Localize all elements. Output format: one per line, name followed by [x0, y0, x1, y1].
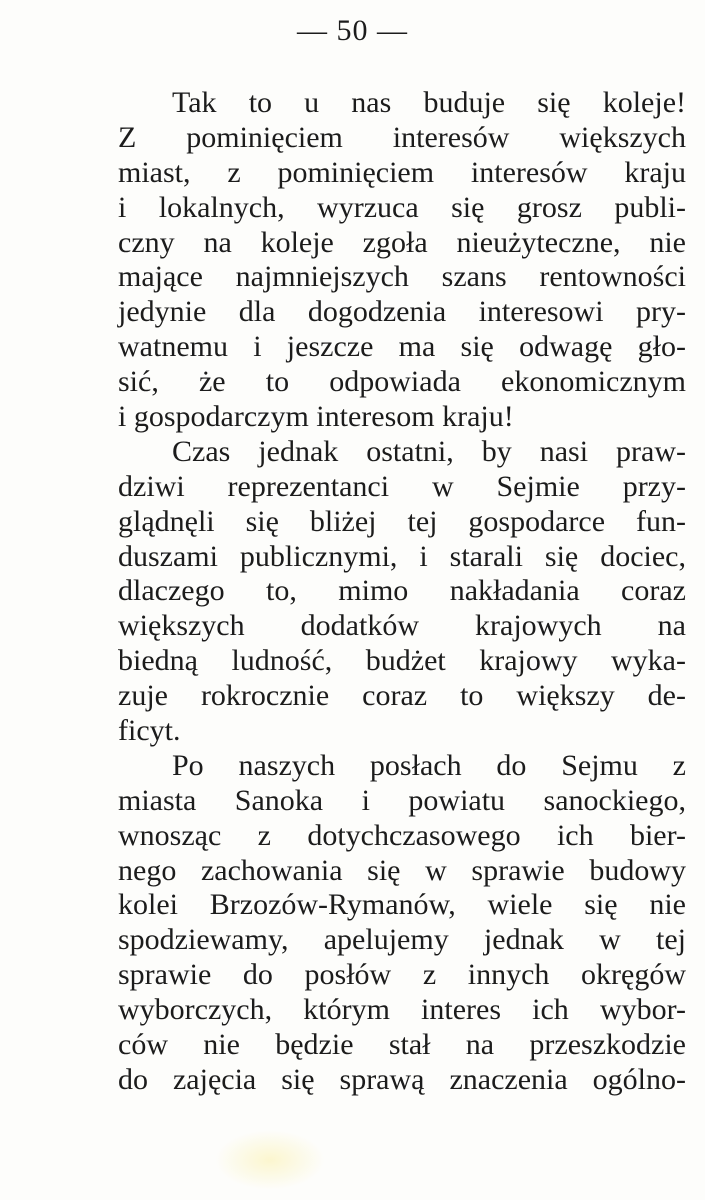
text-line: nego zachowania się w sprawie budowy: [118, 853, 686, 887]
text-line: biedną ludność, budżet krajowy wyka-: [118, 644, 686, 678]
text-line: kolei Brzozów-Rymanów, wiele się nie: [118, 888, 686, 922]
text-line: dziwi reprezentanci w Sejmie przy-: [118, 469, 686, 503]
text-line: spodziewamy, apelujemy jednak w tej: [118, 923, 686, 957]
text-line: zuje rokrocznie coraz to większy de-: [118, 679, 686, 713]
text-line: Z pominięciem interesów większych: [118, 120, 686, 154]
text-line: sprawie do posłów z innych okręgów: [118, 958, 686, 992]
text-line: mające najmniejszych szans rentowności: [118, 260, 686, 294]
page-number: — 50 —: [297, 14, 408, 47]
text-line: i lokalnych, wyrzuca się grosz publi-: [118, 190, 686, 224]
text-line: do zajęcia się sprawą znaczenia ogólno-: [118, 1062, 686, 1096]
text-line: Po naszych posłach do Sejmu z: [172, 748, 686, 782]
text-line: wnosząc z dotychczasowego ich bier-: [118, 818, 686, 852]
text-line: glądnęli się bliżej tej gospodarce fun-: [118, 504, 686, 538]
text-line: wyborczych, którym interes ich wybor-: [118, 993, 686, 1027]
text-line: miasta Sanoka i powiatu sanockiego,: [118, 783, 686, 817]
text-line: czny na koleje zgoła nieużyteczne, nie: [118, 225, 686, 259]
text-line: ficyt.: [118, 714, 181, 748]
text-line: miast, z pominięciem interesów kraju: [118, 155, 686, 189]
body-text: [118, 86, 686, 1098]
text-line: i gospodarczym interesom kraju!: [118, 400, 514, 434]
text-line: sić, że to odpowiada ekonomicznym: [118, 365, 686, 399]
text-line: watnemu i jeszcze ma się odwagę gło-: [118, 330, 686, 364]
text-line: większych dodatków krajowych na: [118, 609, 686, 643]
text-line: duszami publicznymi, i starali się dociec,: [118, 539, 686, 573]
paper-stain: [215, 1130, 325, 1190]
text-line: Tak to u nas buduje się koleje!: [172, 86, 686, 119]
text-line: Czas jednak ostatni, by nasi praw-: [172, 434, 686, 468]
text-line: dlaczego to, mimo nakładania coraz: [118, 574, 686, 608]
text-line: ców nie będzie stał na przeszkodzie: [118, 1028, 686, 1062]
text-line: jedynie dla dogodzenia interesowi pry-: [118, 295, 686, 329]
